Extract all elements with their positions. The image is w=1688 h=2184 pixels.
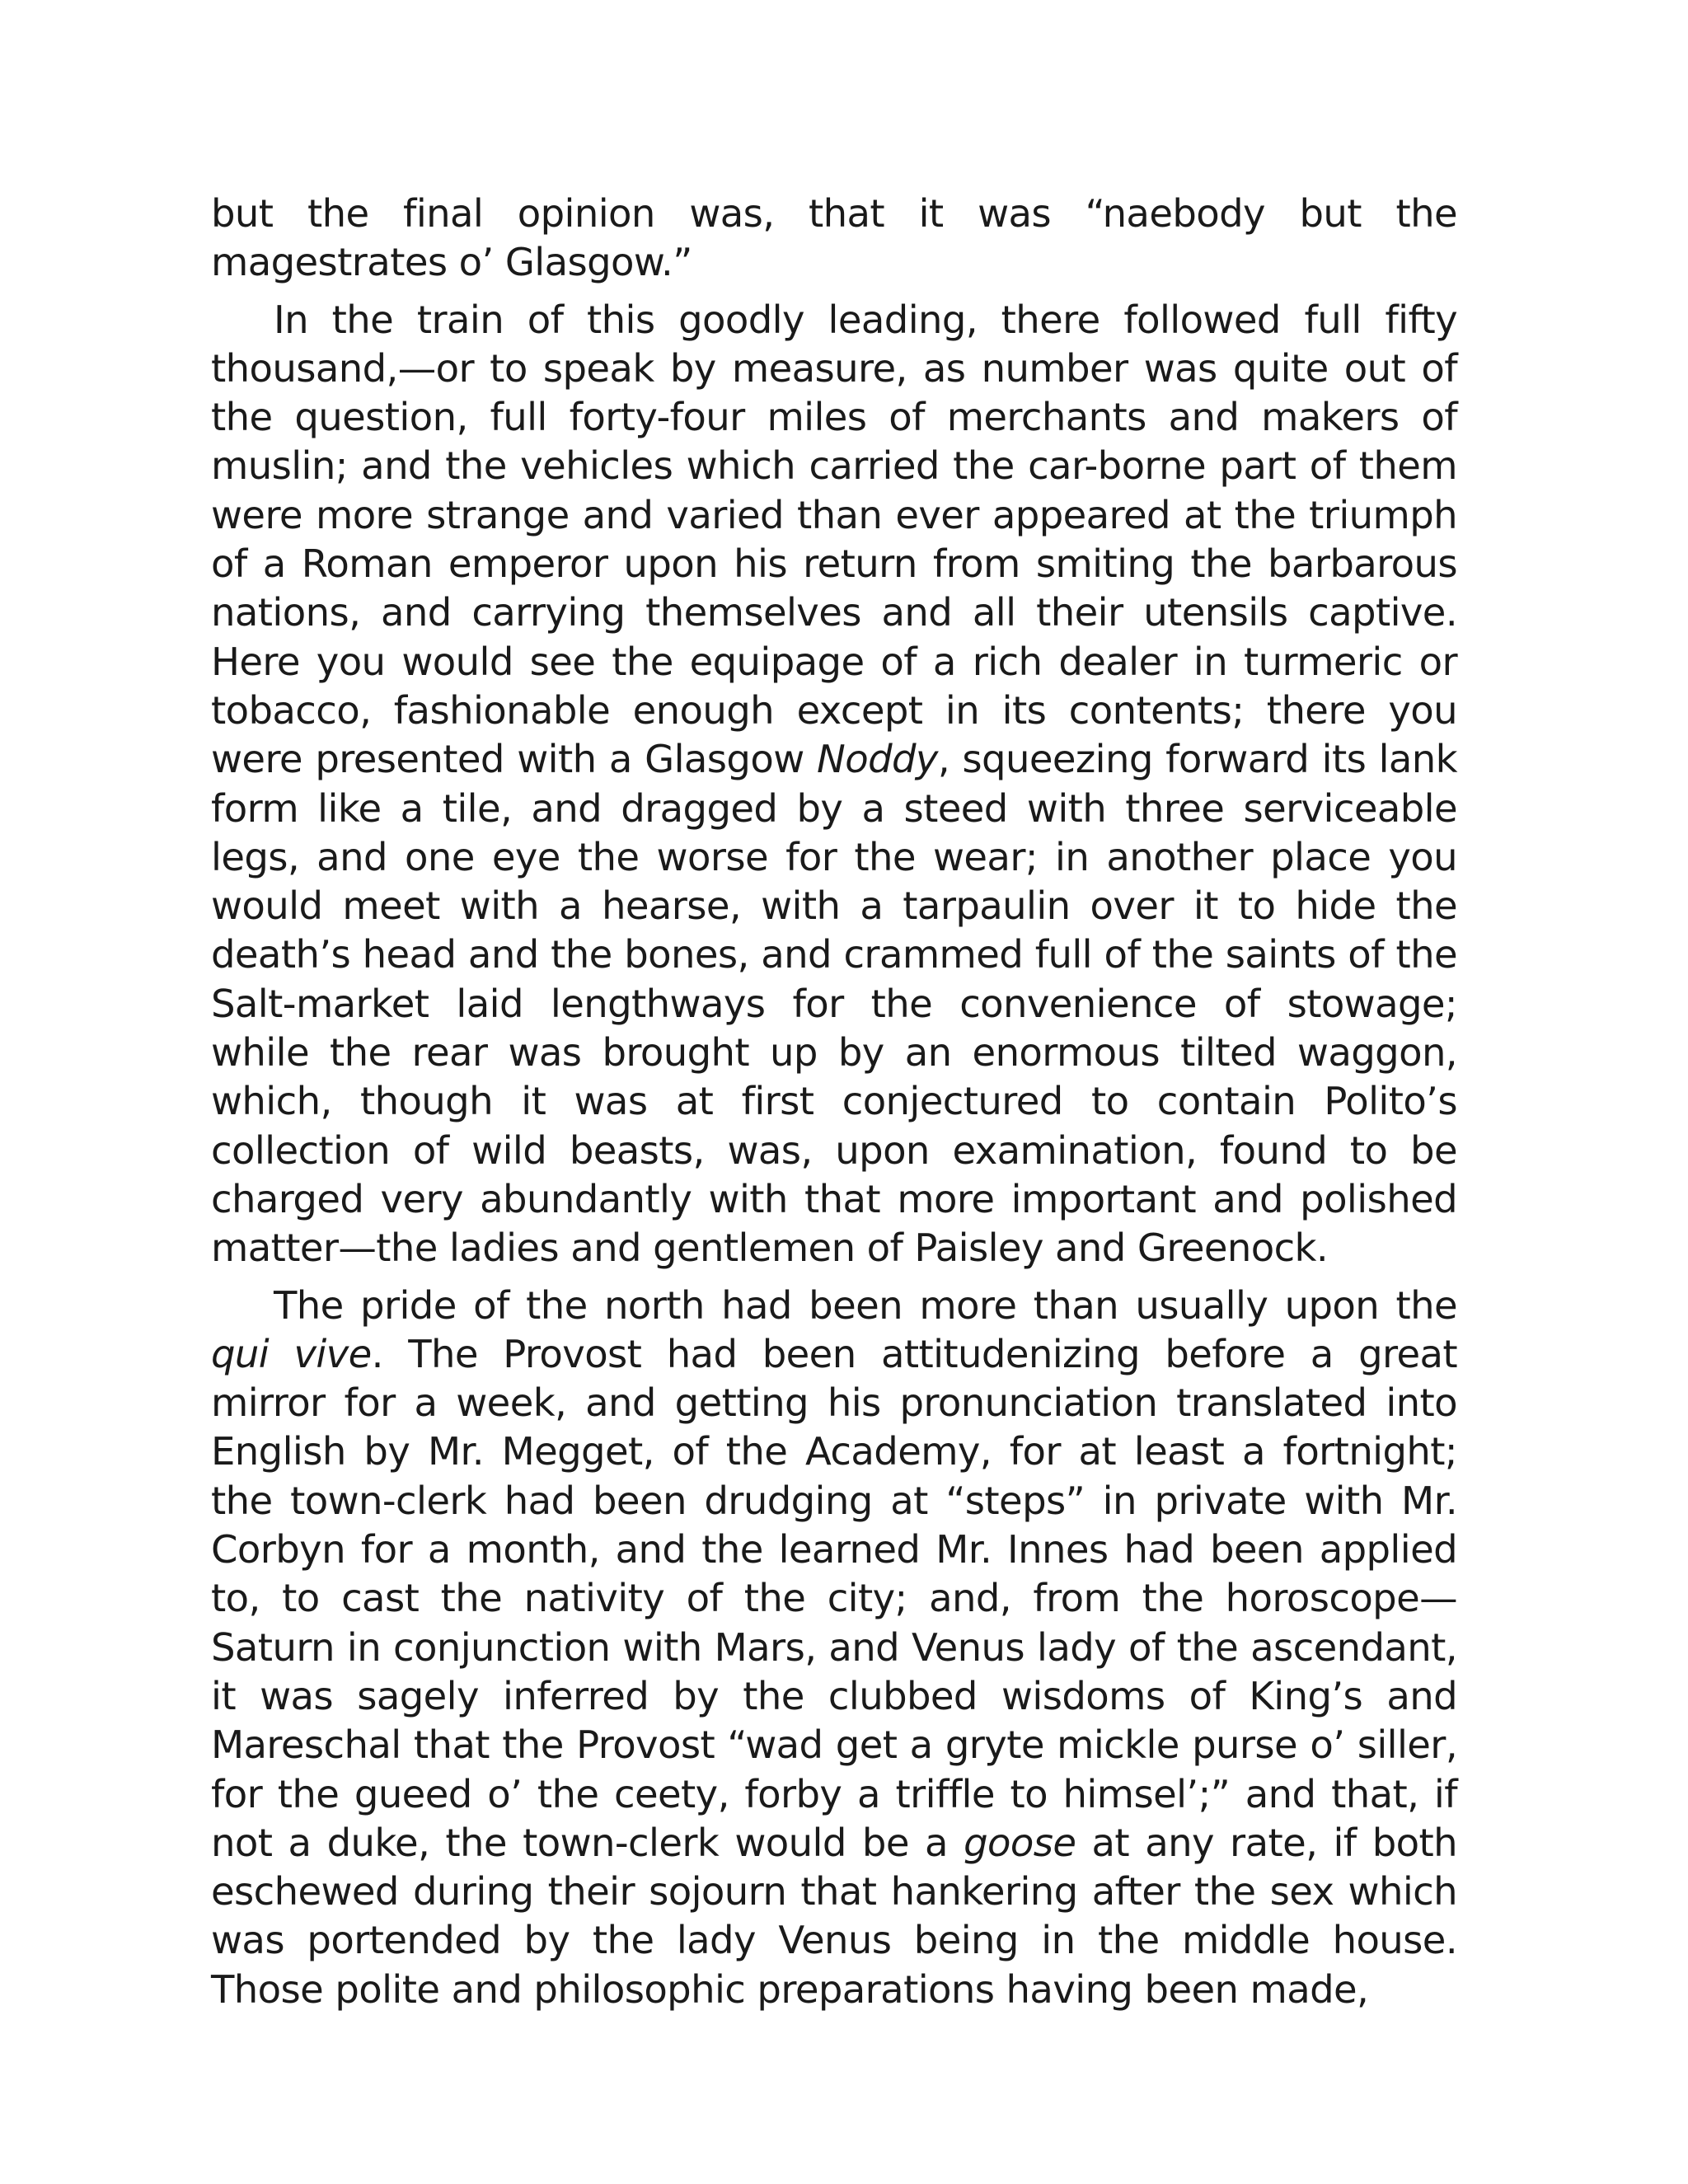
paragraph-3-text-3: at any rate, if both eschewed during their sojourn that hankering after the sex which was portended by the lady Venus being in the middle house. Those polite and philosophic preparations having been made,: [211, 1820, 1457, 2012]
paragraph-2-text-2: , squeezing forward its lank form like a tile, and dragged by a steed with three serviceable legs, and one eye the worse for the wear; in another place you would meet with a hearse, with a tarpaulin over it to hide the death’s head and the bones, and crammed full of the saints of the Salt-market laid lengthways for the convenience of stowage; while the rear was brought up by an enormous tilted waggon, which, though it was at first conjectured to contain Polito’s collection of wild beasts, was, upon examination, found to be charged very abundantly with that more important and polished matter—the ladies and gentlemen of Paisley and Greenock.: [211, 737, 1458, 1271]
paragraph-2-italic-noddy: Noddy: [817, 737, 938, 782]
paragraph-2: [211, 296, 1457, 1273]
paragraph-1: [211, 190, 1457, 288]
paragraph-3-text-2: . The Provost had been attitudenizing before a great mirror for a week, and getting his pronunciation translated into English by Mr. Megget, of the Academy, for at least a fortnight; the town-clerk had been drudging at “steps” in private with Mr. Corbyn for a month, and the learned Mr. Innes had been applied to, to cast the nativity of the city; and, from the horoscope—Saturn in conjunction with Mars, and Venus lady of the ascendant, it was sagely inferred by the clubbed wisdoms of King’s and Mareschal that the Provost “wad get a gryte mickle purse o’ siller, for the gueed o’ the ceety, forby a triffle to himsel’;” and that, if not a duke, the town-clerk would be a: [211, 1331, 1458, 1865]
paragraph-3-italic-goose: goose: [964, 1820, 1076, 1865]
page-body: [211, 190, 1457, 2022]
paragraph-1-text-1: but the final opinion was, that it was “naebody but the magestrates o’ Glasgow.”: [211, 191, 1457, 285]
paragraph-2-text-1: In the train of this goodly leading, there followed full fifty thousand,—or to speak by measure, as number was quite out of the question, full forty-four miles of merchants and makers of muslin; and the vehicles which carried the car-borne part of them were more strange and varied than ever appeared at the triumph of a Roman emperor upon his return from smiting the barbarous nations, and carrying themselves and all their utensils captive. Here you would see the equipage of a rich dealer in turmeric or tobacco, fashionable enough except in its contents; there you were presented with a Glasgow: [211, 297, 1457, 782]
paragraph-3: [211, 1282, 1457, 2014]
paragraph-3-italic-qui-vive: qui vive: [211, 1331, 372, 1376]
paragraph-3-text-1: The pride of the north had been more than usually upon the: [274, 1282, 1457, 1328]
